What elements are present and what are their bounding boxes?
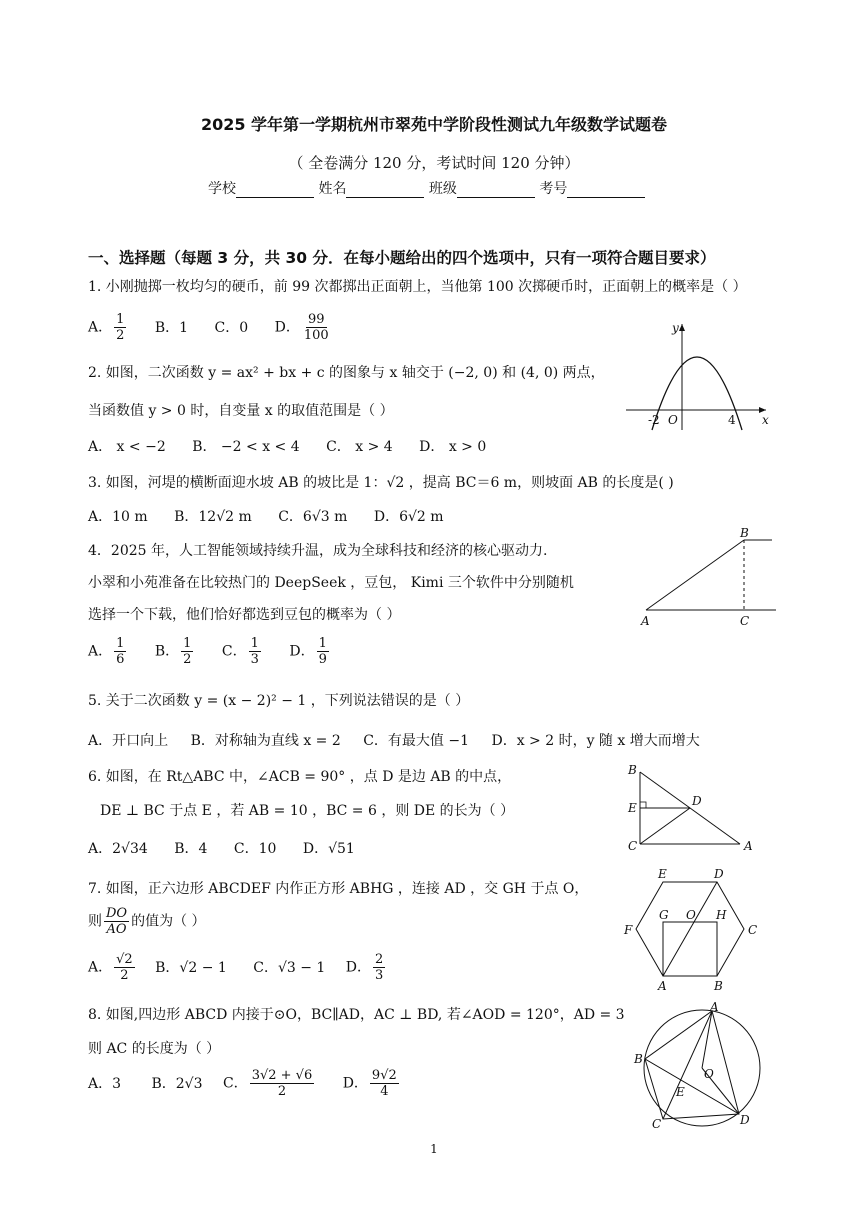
q6-segment-cd [640, 808, 690, 844]
q4-option-b-label: B． [154, 643, 180, 660]
q2-x-label: x [762, 413, 769, 427]
q7-stem-2-suffix: 的值为（ ） [131, 913, 206, 930]
q3-stem: 3. 如图，河堤的横断面迎水坡 AB 的坡比是 1：√2 ，提高 BC＝6 m，则坡面 AB 的长度是( ) [88, 475, 674, 491]
q1-option-d-label: D． [274, 319, 300, 336]
q8-circle-figure [628, 1002, 770, 1130]
q6-point-a: A [744, 839, 753, 853]
q2-right-root-label: 4 [728, 413, 736, 427]
q7-option-a-label: A． [88, 959, 113, 976]
q6-point-c: C [628, 839, 638, 853]
q7-point-h: H [716, 908, 727, 922]
q4-b-denominator: 2 [183, 652, 192, 667]
q8-d-denominator: 4 [380, 1084, 389, 1099]
q2-origin-label: O [668, 413, 678, 427]
q7-point-o: O [686, 908, 696, 922]
q7-point-d: D [714, 867, 724, 881]
q5-option-c: C．有最大值 −1 [363, 733, 470, 749]
q3-slope-ab [646, 540, 744, 610]
q7-point-a: A [658, 979, 667, 993]
name-label: 姓名 [318, 181, 347, 197]
q1-option-a-fraction [114, 312, 126, 343]
q6-option-d: D．√51 [302, 841, 355, 857]
q3-option-c: C．6√3 m [278, 509, 348, 525]
q4-a-numerator: 1 [116, 636, 125, 651]
q2-stem-2: 当函数值 y > 0 时，自变量 x 的取值范围是（ ） [88, 403, 394, 419]
q7-d-numerator: 2 [375, 952, 384, 967]
q7-square [663, 922, 717, 976]
q8-point-d: D [740, 1113, 750, 1127]
q3-slope-figure [636, 526, 784, 628]
q7-stem: 7. 如图，正六边形 ABCDEF 内作正方形 ABHG ，连接 AD ，交 GH 于点 O， [88, 881, 589, 897]
q1-option-d-fraction [302, 312, 331, 343]
q7-option-a-fraction [114, 952, 135, 983]
q3-option-a: A．10 m [88, 509, 148, 525]
q7-point-e: E [658, 867, 667, 881]
q1-a-denominator: 2 [116, 328, 125, 343]
exam-id-blank [567, 183, 645, 198]
q7-option-d-label: D． [345, 959, 372, 976]
q8-point-b: B [634, 1052, 643, 1066]
q4-b-numerator: 1 [183, 636, 192, 651]
q8-option-d-fraction [370, 1068, 399, 1099]
q4-option-b-fraction [181, 636, 193, 667]
q7-option-d-fraction [373, 952, 385, 983]
q6-right-angle-mark [640, 802, 646, 808]
q7-point-g: G [659, 908, 669, 922]
q8-diagonal-ac [663, 1011, 712, 1119]
q4-d-numerator: 1 [318, 636, 327, 651]
q8-point-o: O [704, 1067, 714, 1081]
q3-point-c: C [740, 614, 750, 628]
q8-c-numerator: 3√2 + √6 [251, 1068, 313, 1083]
q8-c-denominator: 2 [277, 1084, 287, 1099]
q6-point-e: E [628, 801, 637, 815]
q1-d-denominator: 100 [303, 328, 329, 343]
q6-options [88, 838, 377, 858]
q8-point-a: A [710, 1002, 719, 1014]
q1-a-numerator: 1 [116, 312, 125, 327]
page-title: 2025 学年第一学期杭州市翠苑中学阶段性测试九年级数学试题卷 [200, 115, 668, 134]
q4-option-c-label: C． [221, 643, 247, 660]
q4-stem-2: 小翠和小苑准备在比较热门的 DeepSeek ，豆包， Kimi 三个软件中分别随机 [88, 575, 574, 591]
q1-options [88, 312, 355, 343]
class-label: 班级 [428, 181, 457, 197]
q2-option-c: C． x > 4 [326, 439, 393, 455]
q5-stem: 5. 关于二次函数 y = (x − 2)² − 1 ，下列说法错误的是（ ） [88, 693, 470, 709]
q8-options [88, 1068, 423, 1099]
q3-point-b: B [740, 526, 749, 540]
q8-point-e: E [676, 1085, 685, 1099]
q8-option-b: B．2√3 [151, 1075, 203, 1092]
exam-id-label: 考号 [539, 181, 568, 197]
q6-triangle-figure [624, 758, 764, 854]
q7-stem-2 [88, 906, 206, 937]
section-heading: 一、选择题（每题 3 分，共 30 分．在每小题给出的四个选项中，只有一项符合题目要求） [88, 249, 716, 267]
q3-options [88, 506, 466, 526]
q7-option-b: B．√2 − 1 [155, 959, 227, 976]
q5-option-a: A．开口向上 [88, 733, 169, 749]
q4-c-numerator: 1 [250, 636, 259, 651]
school-label: 学校 [208, 181, 236, 197]
q2-options [88, 436, 508, 456]
q6-stem-2: DE ⊥ BC 于点 E ，若 AB = 10 ，BC = 6 ，则 DE 的长为（ ） [100, 803, 515, 819]
q7-a-denominator: 2 [120, 968, 129, 983]
info-fields [208, 178, 645, 198]
q6-option-b: B．4 [174, 841, 208, 857]
q2-parabola-figure [620, 318, 770, 436]
q2-option-a: A． x < −2 [88, 439, 166, 455]
q4-a-denominator: 6 [116, 652, 125, 667]
q3-option-d: D．6√2 m [373, 509, 444, 525]
q4-option-a-fraction [114, 636, 126, 667]
q7-hexagon-figure [620, 864, 768, 996]
q8-option-d-label: D． [342, 1075, 368, 1092]
q6-option-a: A．2√34 [88, 841, 148, 857]
q7-point-b: B [714, 979, 723, 993]
q1-option-a-label: A． [88, 319, 113, 336]
q1-d-numerator: 99 [307, 312, 325, 327]
q7-options [88, 952, 409, 983]
q2-option-b: B． −2 < x < 4 [192, 439, 300, 455]
q7-ratio-numerator: DO [106, 906, 128, 921]
q8-d-numerator: 9√2 [371, 1068, 397, 1083]
name-blank [346, 183, 424, 198]
q8-point-c: C [652, 1117, 662, 1130]
q4-option-a-label: A． [88, 643, 113, 660]
q7-ratio-fraction [104, 906, 129, 937]
q5-option-d: D．x > 2 时，y 随 x 增大而增大 [491, 733, 700, 749]
q8-option-c-label: C． [222, 1075, 248, 1092]
q7-stem-2-prefix: 则 [88, 913, 102, 930]
q7-a-numerator: √2 [116, 952, 133, 967]
q7-point-c: C [748, 923, 758, 937]
q4-option-c-fraction [249, 636, 261, 667]
q8-stem-2: 则 AC 的长度为（ ） [88, 1041, 221, 1057]
q4-d-denominator: 9 [318, 652, 327, 667]
q4-option-d-fraction [317, 636, 329, 667]
q6-point-d: D [692, 794, 702, 808]
q7-point-f: F [624, 923, 633, 937]
q4-stem-3: 选择一个下载，他们恰好都选到豆包的概率为（ ） [88, 607, 401, 623]
q6-stem: 6. 如图，在 Rt△ABC 中，∠ACB = 90° ，点 D 是边 AB 的中点， [88, 769, 512, 785]
q1-stem: 1. 小刚抛掷一枚均匀的硬币，前 99 次都掷出正面朝上，当他第 100 次掷硬币时，正面朝上的概率是（ ） [88, 279, 747, 295]
q5-options [88, 730, 700, 750]
q2-option-d: D． x > 0 [419, 439, 487, 455]
q7-ratio-denominator: AO [106, 922, 127, 937]
q1-option-b: B．1 [154, 319, 189, 336]
q4-options [88, 636, 353, 667]
q1-option-c: C．0 [214, 319, 249, 336]
page-number: 1 [430, 1142, 438, 1156]
q8-radius-oa [702, 1011, 712, 1068]
q3-point-a: A [641, 614, 650, 628]
q3-option-b: B．12√2 m [174, 509, 252, 525]
q8-option-c-fraction [250, 1068, 315, 1099]
q7-segment-ad [663, 882, 717, 976]
q8-stem: 8. 如图,四边形 ABCD 内接于⊙O，BC∥AD，AC ⊥ BD, 若∠AOD = 120°，AD = 3 [88, 1007, 625, 1023]
q5-option-b: B．对称轴为直线 x = 2 [190, 733, 341, 749]
page-subtitle: （ 全卷满分 120 分，考试时间 120 分钟） [288, 154, 580, 172]
q2-stem: 2. 如图，二次函数 y = ax² + bx + c 的图象与 x 轴交于 (−2, 0) 和 (4, 0) 两点， [88, 365, 605, 381]
q2-y-label: y [672, 321, 679, 335]
q8-option-a: A．3 [88, 1075, 122, 1092]
q4-c-denominator: 3 [250, 652, 259, 667]
q4-option-d-label: D． [289, 643, 315, 660]
school-blank [236, 183, 314, 198]
q4-stem: 4．2025 年，人工智能领域持续升温，成为全球科技和经济的核心驱动力. [88, 543, 548, 559]
q7-option-c: C．√3 − 1 [253, 959, 326, 976]
q7-d-denominator: 3 [375, 968, 384, 983]
class-blank [457, 183, 535, 198]
q6-option-c: C．10 [233, 841, 277, 857]
q8-quadrilateral [645, 1011, 739, 1119]
q6-point-b: B [628, 763, 637, 777]
q2-left-root-label: -2 [648, 413, 660, 427]
